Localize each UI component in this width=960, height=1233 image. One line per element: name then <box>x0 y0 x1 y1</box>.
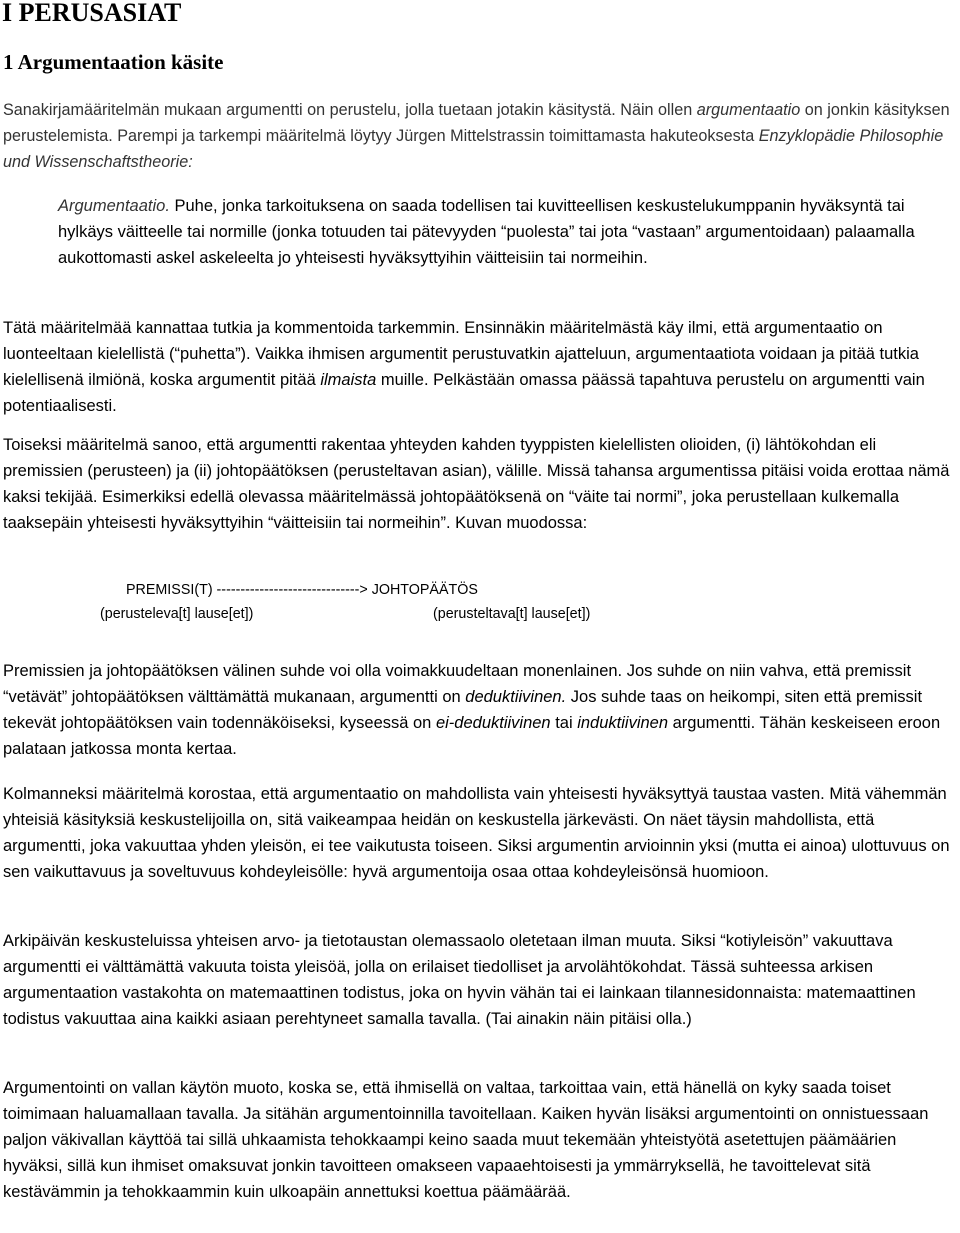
text-run: argumentti. Tähän keskeiseen eroon palataan jatkossa monta kertaa. <box>3 714 941 758</box>
italic-term: induktiivinen <box>577 714 669 732</box>
paragraph-everyday: Arkipäivän keskusteluissa yhteisen arvo- ja tietotaustan olemassaolo oletetaan ilman muuta. Siksi “kotiyleisön” vakuuttava argumentti ei välttämättä vakuuta toista yleisöä, jolla on erilaiset tiedolliset ja arvolähtökohdat. Tässä suhteessa arkisen argumentaation vastakohta on matemaattinen todistus, joka on hyvin vähän tai ei lainkaan tilannesidonnaista: matemaattinen todistus vakuuttaa aina kaikki asiaan perehtyneet samalla tavalla. (Tai ainakin näin pitäisi olla.) <box>3 932 916 1028</box>
italic-term: Argumentaatio. <box>58 197 170 215</box>
italic-term: deduktiivinen. <box>465 688 567 706</box>
text-run: Jos suhde taas on heikompi, siten että premissit tekevät johtopäätöksen vain todennäköiseksi, kyseessä on <box>3 688 923 732</box>
italic-book-title: Enzyklopädie Philosophie und Wissenschaftstheorie: <box>3 127 944 171</box>
diagram-right-label: (perusteltava[t] lause[et]) <box>433 606 591 622</box>
italic-term: ei-deduktiivinen <box>435 714 551 732</box>
premise-conclusion-diagram <box>0 582 700 632</box>
paragraph-second-point: Toiseksi määritelmä sanoo, että argumentti rakentaa yhteyden kahden tyyppisten kielellisten olioiden, (i) lähtökohdan eli premissien (perusteen) ja (ii) johtopäätöksen (perusteltavan asian), välille. Missä tahansa argumentissa pitäisi voida erottaa nämä kaksi tekijää. Esimerkiksi edellä olevassa määritelmässä johtopäätöksenä on “väite tai normi”, joka perustellaan kulkemalla taaksepäin yhteisesti hyväksyttyihin “väitteisiin tai normeihin”. Kuvan muodossa: <box>3 436 950 532</box>
text-run: on jonkin käsityksen perustelemista. Parempi ja tarkempi määritelmä löytyy Jürgen Mittelstrassin toimittamasta hakuteoksesta <box>3 101 950 145</box>
paragraph-power: Argumentointi on vallan käytön muoto, koska se, että ihmisellä on valtaa, tarkoittaa vain, että hänellä on kyky saada toiset toimimaan haluamallaan tavalla. Ja sitähän argumentoinnilla tavoitellaan. Kaiken hyvän lisäksi argumentointi on onnistuessaan paljon väkivallan käyttöä tai sillä uhkaamista tehokkaampi keino saada muut tekemään yhteistyötä asetettujen päämäärien hyväksi, sillä kun ihmiset omaksuvat jonkin tavoitteen omakseen vapaaehtoisesti ja ymmärryksellä, he tavoittelevat sitä kestävämmin ja tehokkaammin kuin ulkoapäin annettuksi koettua päämäärää. <box>3 1079 929 1201</box>
paragraph-strength <box>3 658 955 762</box>
text-run: muille. Pelkästään omassa päässä tapahtuva perustelu on argumentti vain potentiaalisesti. <box>3 371 925 415</box>
paragraph-commentary <box>3 315 955 419</box>
text-run: tai <box>550 714 578 732</box>
section-title: 1 Argumentaation käsite <box>3 50 224 74</box>
diagram-left-label: (perusteleva[t] lause[et]) <box>100 606 254 622</box>
chapter-heading: I PERUSASIAT <box>2 0 182 27</box>
text-run: Sanakirjamääritelmän mukaan argumentti on perustelu, jolla tuetaan jotakin käsitystä. Näin ollen <box>3 101 697 119</box>
italic-term: ilmaista <box>320 371 377 389</box>
text-run: Tätä määritelmää kannattaa tutkia ja kommentoida tarkemmin. Ensinnäkin määritelmästä käy ilmi, että argumentaatio on luonteeltaan kielellistä (“puhetta”). Vaikka ihmisen argumentit perustuvatkin ajatteluun, argumentaatiota voidaan ja pitää tutkia kielellisenä ilmiönä, koska argumentit pitää <box>3 319 919 389</box>
text-run: Premissien ja johtopäätöksen välinen suhde voi olla voimakkuudeltaan monenlainen. Jos suhde on niin vahva, että premissit “vetävät” johtopäätöksen välttämättä mukanaan, argumentti on <box>3 662 912 706</box>
block-quote-definition <box>58 193 956 271</box>
paragraph-third-point: Kolmanneksi määritelmä korostaa, että argumentaatio on mahdollista vain yhteisesti hyväksyttyä taustaa vasten. Mitä vähemmän yhteisiä käsityksiä keskustelijoilla on, sitä vaikeampaa heidän on keskustella järkevästi. On näet täysin mahdollista, että argumentti, joka vakuuttaa yhden yleisön, ei tee vaikutusta toiseen. Siksi argumentin arvioinnin yksi (mutta ei ainoa) ulottuvuus on sen vaikuttavuus ja soveltuvuus kohdeyleisölle: hyvä argumentoija osaa ottaa kohdeyleisönsä huomioon. <box>3 785 950 881</box>
text-run: Puhe, jonka tarkoituksena on saada todellisen tai kuvitteellisen keskustelukumppanin hyväksyntä tai hylkäys väitteelle tai normille (jonka totuuden tai pätevyyden “puolesta” tai jota “vastaan” argumentoidaan) palaamalla aukottomasti askel askeleelta jo yhteisesti hyväksyttyihin väitteisiin tai normeihin. <box>58 197 915 267</box>
italic-term: argumentaatio <box>696 101 801 119</box>
diagram-arrow-line: PREMISSI(T) ------------------------------> JOHTOPÄÄTÖS <box>126 582 478 598</box>
paragraph-definition-intro <box>3 97 955 175</box>
